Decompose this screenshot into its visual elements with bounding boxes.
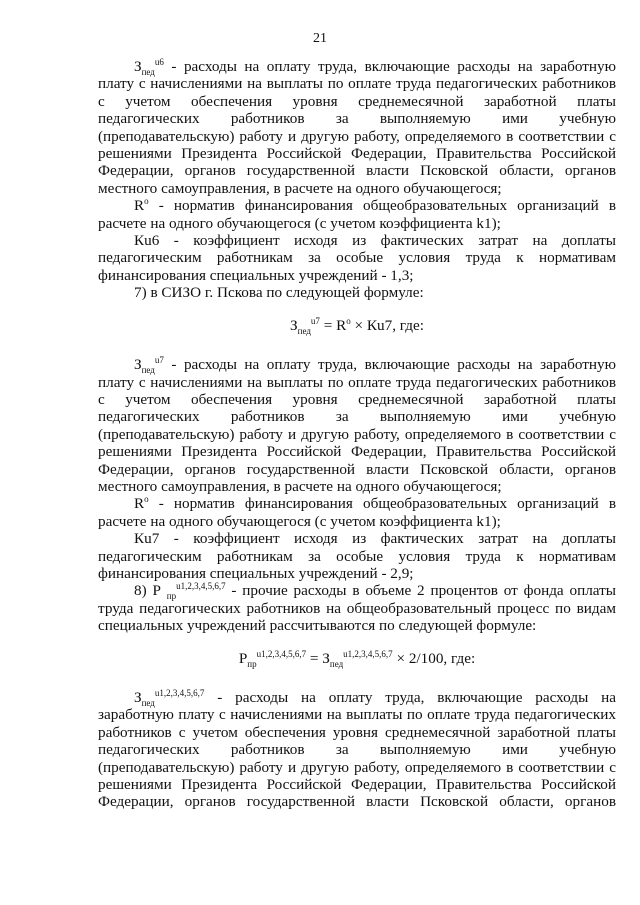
symbol-z: З [134,58,142,75]
symbol-z: З [134,689,142,706]
symbol-subscript: пед [141,698,155,709]
paragraph-text: - прочие расходы в объеме 2 процентов от фонда оплаты труда педагогических работников на общеобразовательный процесс по видам специальных учреждений рассчитываются по следующей формуле: [98,582,616,635]
formula-subscript: пед [297,325,311,336]
paragraph-zped-u1-7 [98,689,616,811]
paragraph-text: - расходы на оплату труда, включающие расходы на заработную плату с начислениями на выплаты по оплате труда педагогических работников с учетом обеспечения уровня среднемесячной заработной платы педагогических работников за выполняемую ими учебную (преподавательскую) работу и другую работу, определяемого в соответствии с решениями Президента Российской Федерации, Правительства Российской Федерации, органов государственной власти Псковской области, органов местного самоуправления, в расчете на одного обучающегося; [98,58,616,197]
item-prefix: 8) Р [134,582,167,600]
formula-equals: = З [306,649,330,667]
formula-superscript: o [346,315,351,326]
paragraph-item-8 [98,582,616,634]
formula-subscript: пр [247,658,257,669]
paragraph-text: - расходы на оплату труда, включающие расходы на заработную плату с начислениями на выплаты по оплате труда педагогических работников с учетом обеспечения уровня среднемесячной заработной платы педагогических работников за выполняемую ими учебную (преподавательскую) работу и другую работу, определяемого в соответствии с решениями Президента Российской Федерации, Правительства Российской Федерации, органов государственной власти Псковской области, органов местного самоуправления, в расчете на одного обучающегося; [98,356,616,495]
spacer [98,635,616,650]
symbol-subscript: пед [141,365,155,376]
formula-subscript: пед [329,658,344,669]
formula-rhs: × 2/100, где: [392,649,476,667]
formula-equals: = R [319,316,347,334]
spacer [98,302,616,317]
formula-rhs: × Кu7, где: [350,316,424,334]
symbol-r: R [134,495,145,513]
formula-superscript: u1,2,3,4,5,6,7 [256,648,307,659]
symbol-subscript: пр [166,591,177,602]
paragraph-text: - расходы на оплату труда, включающие расходы на заработную плату с начислениями на выплаты по оплате труда педагогических работников с учетом обеспечения уровня среднемесячной заработной платы педагогических работников за выполняемую ими учебную (преподавательскую) работу и другую работу, определяемого в соответствии с решениями Президента Российской Федерации, Правительства Российской Федерации, органов государственной власти Псковской области, органов [98,689,616,811]
paragraph-item-7: 7) в СИЗО г. Пскова по следующей формуле: [134,284,424,302]
paragraph-ro-1 [98,197,616,232]
symbol-subscript: пед [141,67,155,78]
symbol-superscript: u6 [154,56,164,67]
paragraph-text: - норматив финансирования общеобразовательных организаций в расчете на одного обучающегося (с учетом коэффициента k1); [98,197,616,232]
symbol-superscript: o [144,196,149,207]
formula-7 [98,317,616,334]
symbol-superscript: u7 [154,355,164,366]
symbol-z: З [134,356,142,374]
paragraph-ku7: Кu7 - коэффициент исходя из фактических затрат на доплаты педагогическим работникам за особые условия труда к нормативам финансирования специальных учреждений - 2,9; [98,530,616,582]
formula-superscript: u1,2,3,4,5,6,7 [343,648,393,659]
paragraph-ro-2 [98,495,616,530]
formula-symbol: Р [238,649,248,667]
paragraph-zped-u6 [98,58,616,197]
document-body [98,58,616,811]
symbol-superscript: u1,2,3,4,5,6,7 [176,581,226,592]
formula-8 [98,650,616,667]
symbol-superscript: o [144,494,149,505]
paragraph-ku6: Кu6 - коэффициент исходя из фактических затрат на доплаты педагогическим работникам за особые условия труда к нормативам финансирования специальных учреждений - 1,3; [98,232,616,284]
formula-superscript: u7 [310,315,320,326]
page-number: 21 [313,31,327,46]
formula-symbol: З [290,316,298,334]
symbol-r: R [134,197,145,215]
spacer [98,334,616,356]
symbol-superscript: u1,2,3,4,5,6,7 [154,687,205,698]
spacer [98,667,616,689]
paragraph-zped-u7 [98,356,616,495]
paragraph-text: - норматив финансирования общеобразовательных организаций в расчете на одного обучающегося (с учетом коэффициента k1); [98,495,616,530]
